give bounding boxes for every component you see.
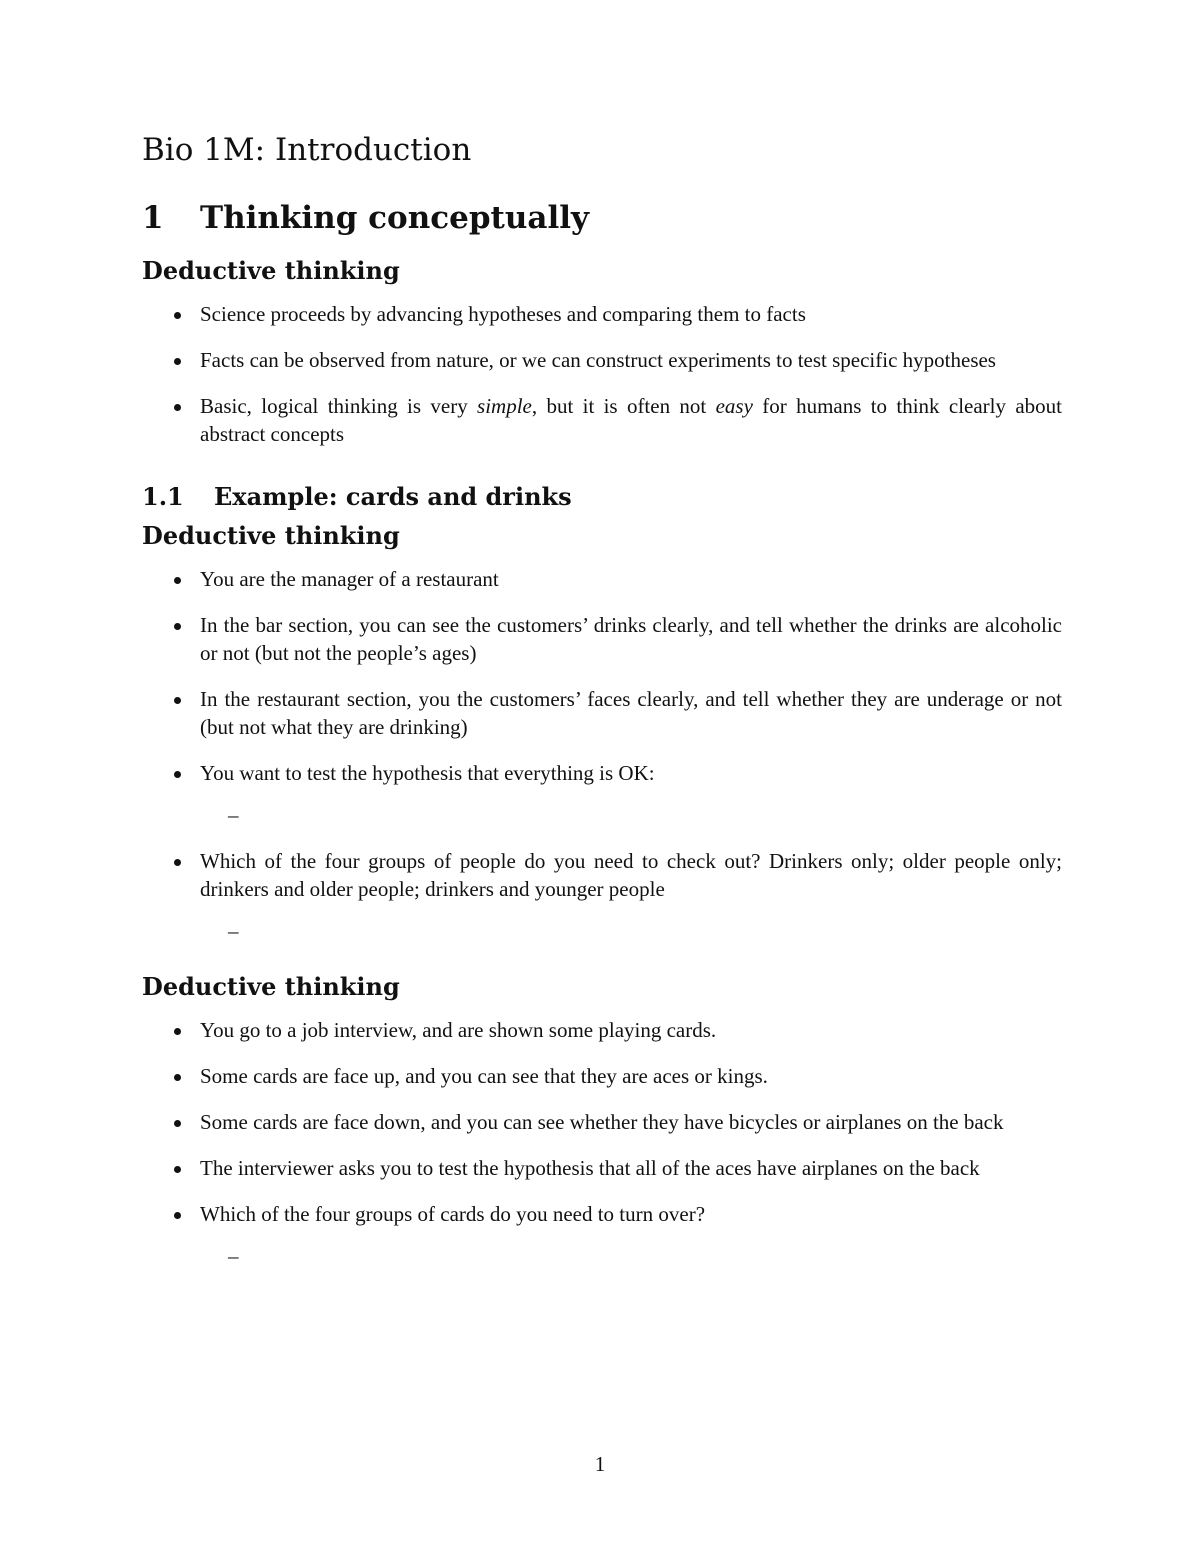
sub-item-dash: –: [228, 919, 239, 944]
list-item-text: Facts can be observed from nature, or we can construct experiments to test specific hypotheses: [200, 347, 996, 372]
list-item-text: Science proceeds by advancing hypotheses and comparing them to facts: [200, 301, 806, 326]
list-item-text-pre: Basic, logical thinking is very: [200, 393, 478, 418]
list-item: [142, 300, 1062, 328]
subsection-number: 1.1: [142, 481, 184, 511]
bullet-icon: [174, 1166, 181, 1173]
list-item-text-post: for humans to think clearly about abstract concepts: [200, 393, 1062, 446]
page-content: [142, 133, 1062, 1288]
list-item: [142, 1062, 1062, 1090]
bullet-icon: [174, 358, 181, 365]
paragraph-heading: Deductive thinking: [142, 972, 400, 1002]
list-item-text: You want to test the hypothesis that everything is OK:: [200, 761, 655, 786]
bullet-icon: [174, 577, 181, 584]
subsection-title: Example: cards and drinks: [214, 481, 572, 511]
sub-item-dash: –: [228, 1243, 239, 1268]
list-item: [142, 685, 1062, 741]
list-item-text: Which of the four groups of cards do you need to turn over?: [200, 1201, 706, 1226]
list-item-text: You are the manager of a restaurant: [200, 567, 499, 592]
list-item-text-mid: , but it is often not: [531, 393, 716, 418]
list-item-text: Which of the four groups of people do you need to check out? Drinkers only; older people only; drinkers and older people; drinkers and younger people: [200, 849, 1062, 902]
subsection-heading: [142, 481, 1062, 511]
bullet-icon: [174, 1028, 181, 1035]
list-item: [142, 565, 1062, 593]
bullet-icon: [174, 1212, 181, 1219]
paragraph-heading: Deductive thinking: [142, 256, 400, 286]
bullet-icon: [174, 623, 181, 630]
section-heading: [142, 201, 1062, 235]
list-item: [142, 1200, 1062, 1270]
list-item: [142, 346, 1062, 374]
page-number: 1: [594, 1452, 606, 1476]
list-item-text: In the bar section, you can see the customers’ drinks clearly, and tell whether the drinks are alcoholic or not (but not the people’s ages): [200, 613, 1062, 666]
bullet-list: [142, 300, 1062, 448]
document-title: Bio 1M: Introduction: [142, 132, 472, 168]
list-item-text: In the restaurant section, you the customers’ faces clearly, and tell whether they are underage or not (but not what they are drinking): [200, 687, 1062, 740]
section-title: Thinking conceptually: [200, 200, 590, 237]
list-item: [142, 847, 1062, 945]
list-item: [142, 1154, 1062, 1182]
bullet-icon: [174, 771, 181, 778]
list-item: [142, 1016, 1062, 1044]
list-item-text: The interviewer asks you to test the hypothesis that all of the aces have airplanes on the back: [200, 1155, 980, 1180]
sub-item-dash: –: [228, 803, 239, 828]
list-item-text: Some cards are face down, and you can see whether they have bicycles or airplanes on the back: [200, 1109, 1004, 1134]
section-number: 1: [142, 200, 164, 237]
bullet-icon: [174, 697, 181, 704]
list-item: [142, 1108, 1062, 1136]
list-item-text: You go to a job interview, and are shown some playing cards.: [200, 1017, 717, 1042]
bullet-icon: [174, 859, 181, 866]
bullet-list: [142, 565, 1062, 945]
bullet-icon: [174, 1120, 181, 1127]
bullet-icon: [174, 1074, 181, 1081]
bullet-list: [142, 1016, 1062, 1270]
paragraph-heading: Deductive thinking: [142, 521, 400, 551]
emphasis-simple: simple: [477, 393, 532, 418]
list-item: [142, 759, 1062, 829]
list-item: [142, 392, 1062, 448]
list-item-text: Some cards are face up, and you can see that they are aces or kings.: [200, 1063, 768, 1088]
bullet-icon: [174, 312, 181, 319]
list-item: [142, 611, 1062, 667]
bullet-icon: [174, 404, 181, 411]
emphasis-easy: easy: [715, 393, 753, 418]
